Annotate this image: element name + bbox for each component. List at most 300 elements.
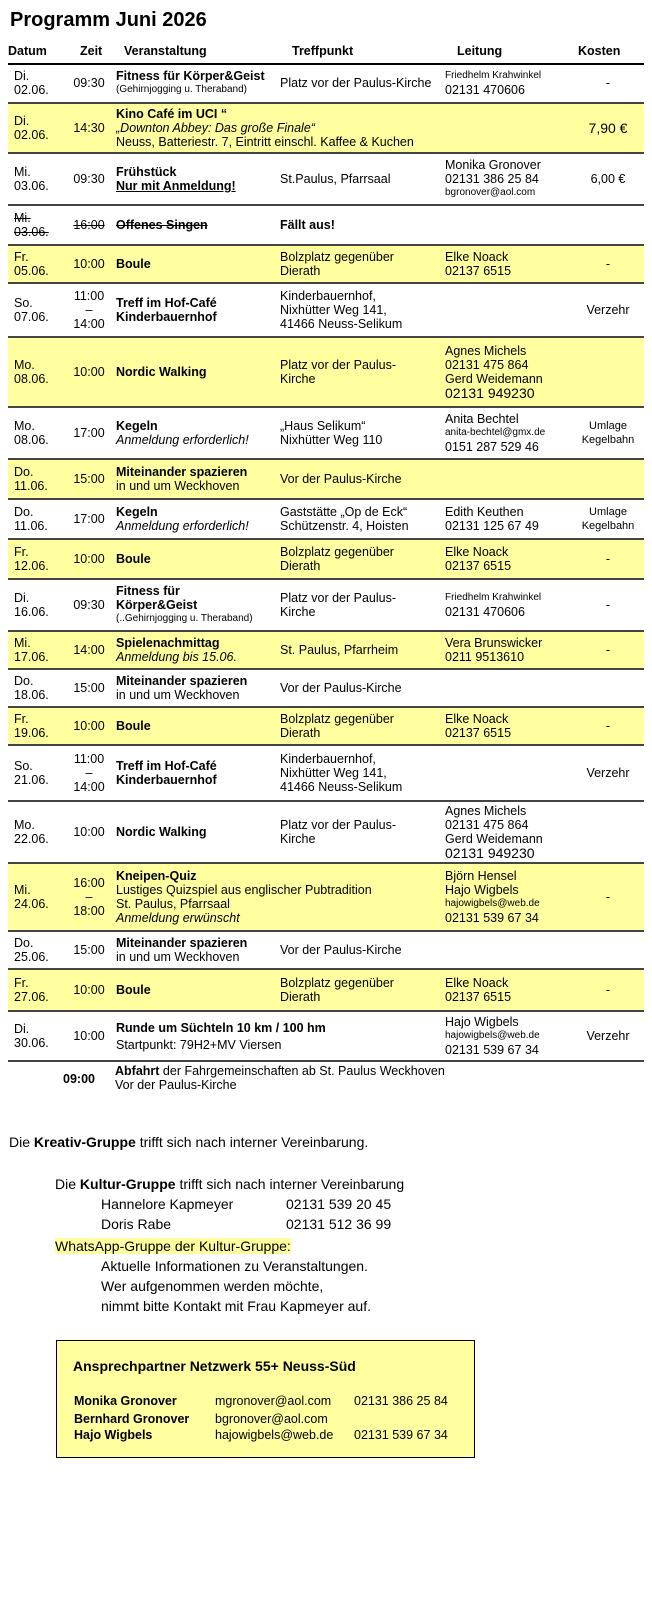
- row-cost: [572, 1012, 644, 1060]
- row-time: [66, 802, 112, 862]
- row-cost: [572, 746, 644, 800]
- row-date-line: 03.06.: [14, 179, 49, 193]
- row-event: [116, 970, 280, 1010]
- abfahrt-line2: Vor der Paulus-Kirche: [115, 1078, 237, 1092]
- row-meeting-point: [280, 284, 442, 336]
- table-row: [8, 408, 644, 460]
- row-date-line: 12.06.: [14, 559, 49, 573]
- header-zeit: Zeit: [80, 44, 103, 58]
- kultur-note: [55, 1174, 404, 1194]
- kultur-contact-name: Hannelore Kapmeyer: [101, 1196, 234, 1212]
- whatsapp-info-line: nimmt bitte Kontakt mit Frau Kapmeyer auf.: [101, 1298, 371, 1314]
- row-leader: [445, 708, 575, 744]
- table-row: [8, 104, 644, 154]
- row-event: [116, 670, 280, 706]
- row-date-line: Mo.: [14, 358, 35, 372]
- row-cost: [572, 580, 644, 630]
- row-time: [66, 1012, 112, 1060]
- abfahrt-label: Abfahrt: [115, 1064, 160, 1078]
- row-meeting-point: [280, 802, 442, 862]
- row-date-line: 18.06.: [14, 688, 49, 702]
- row-meeting-point: [280, 670, 442, 706]
- row-event-line: Körper&Geist: [116, 598, 198, 612]
- row-date: [14, 64, 64, 102]
- row-meeting-point-line: 41466 Neuss-Selikum: [280, 780, 403, 794]
- row-date-line: Mo.: [14, 818, 35, 832]
- row-date: [14, 104, 64, 152]
- row-time: [66, 408, 112, 458]
- contact-box: [56, 1340, 475, 1458]
- row-leader-line: 02131 475 864: [445, 358, 529, 372]
- row-date: [14, 284, 64, 336]
- row-event: [116, 154, 280, 204]
- row-meeting-point-line: Vor der Paulus-Kirche: [280, 472, 402, 486]
- row-cost-value: 6,00 €: [590, 172, 626, 186]
- row-event-line: St. Paulus, Pfarrsaal: [116, 897, 230, 911]
- kultur-contact-2: [101, 1214, 392, 1234]
- row-meeting-point: [280, 580, 442, 630]
- row-cost-value: -: [605, 719, 611, 733]
- row-date: [14, 670, 64, 706]
- row-leader-line: 02131 470606: [445, 83, 525, 97]
- row-time: [66, 500, 112, 538]
- row-leader: [445, 408, 575, 458]
- table-row: [8, 864, 644, 932]
- table-row: [8, 580, 644, 632]
- row-time-line: 10:00: [73, 825, 105, 839]
- row-event: [116, 708, 280, 744]
- row-date-line: Di.: [14, 1022, 30, 1036]
- row-event-line: in und um Weckhoven: [116, 688, 240, 702]
- row-leader-line: 02131 539 67 34: [445, 1043, 539, 1057]
- row-time-line: 14:00: [73, 780, 105, 794]
- row-event-line: Anmeldung erwünscht: [116, 911, 240, 925]
- row-event-line: Kino Café im UCI “: [116, 107, 228, 121]
- row-event-line: Kinderbauernhof: [116, 310, 217, 324]
- table-row: [8, 708, 644, 746]
- row-time: [66, 580, 112, 630]
- kreativ-pre: Die: [9, 1134, 34, 1150]
- row-meeting-point-line: Bolzplatz gegenüber: [280, 250, 394, 264]
- row-time: [66, 246, 112, 282]
- row-time-line: –: [85, 766, 93, 780]
- row-date-line: 08.06.: [14, 372, 49, 386]
- row-date-line: Mo.: [14, 419, 35, 433]
- row-leader-line: 02131 949230: [445, 385, 535, 401]
- kultur-name: Kultur-Gruppe: [79, 1176, 176, 1192]
- row-event-line: Fitness für: [116, 584, 180, 598]
- row-event-line: Treff im Hof-Café: [116, 296, 217, 310]
- row-event-line: Startpunkt: 79H2+MV Viersen: [116, 1037, 282, 1052]
- row-leader-line: Elke Noack: [445, 545, 509, 559]
- row-leader-line: Hajo Wigbels: [445, 883, 519, 897]
- row-event: [116, 932, 280, 968]
- row-cost-value: -: [605, 598, 611, 612]
- row-event-line: Nordic Walking: [116, 825, 207, 839]
- row-meeting-point-line: Kinderbauernhof,: [280, 752, 376, 766]
- row-meeting-point-line: Bolzplatz gegenüber: [280, 712, 394, 726]
- row-date-line: 08.06.: [14, 433, 49, 447]
- row-meeting-point-line: Nixhütter Weg 110: [280, 433, 383, 447]
- row-leader-line: Gerd Weidemann: [445, 372, 543, 386]
- row-cost-value: -: [605, 890, 611, 904]
- row-date: [14, 154, 64, 204]
- row-time: [66, 632, 112, 668]
- table-row: [8, 338, 644, 408]
- row-date: [14, 206, 64, 244]
- row-date-line: Do.: [14, 674, 34, 688]
- row-date-line: 27.06.: [14, 990, 49, 1004]
- row-time: [66, 64, 112, 102]
- row-time: [66, 460, 112, 498]
- row-leader: [445, 338, 575, 406]
- row-meeting-point: [280, 408, 442, 458]
- row-date-line: 03.06.: [14, 225, 49, 239]
- header-veranstaltung: Veranstaltung: [124, 44, 207, 58]
- row-event: [116, 338, 280, 406]
- row-date: [14, 864, 64, 930]
- row-meeting-point: [280, 206, 442, 244]
- row-leader-line: 02137 6515: [445, 559, 512, 573]
- row-leader-line: Vera Brunswicker: [445, 636, 543, 650]
- row-time: [66, 864, 112, 930]
- row-meeting-point: [280, 338, 442, 406]
- contact-box-title: Ansprechpartner Netzwerk 55+ Neuss-Süd: [73, 1358, 356, 1374]
- row-cost: [572, 970, 644, 1010]
- row-leader-line: 02131 470606: [445, 605, 525, 619]
- row-leader-line: 0151 287 529 46: [445, 440, 539, 454]
- row-event-line: „Downton Abbey: Das große Finale“: [116, 121, 315, 135]
- row-event-line: Runde um Süchteln 10 km / 100 hm: [116, 1020, 326, 1035]
- row-event-line: Offenes Singen: [116, 218, 208, 232]
- row-time-line: 10:00: [73, 983, 105, 997]
- table-row: [8, 284, 644, 338]
- row-time-line: 18:00: [73, 904, 105, 918]
- row-leader-line: Friedhelm Krahwinkel: [445, 70, 542, 81]
- row-leader-line: 02131 539 67 34: [445, 911, 539, 925]
- table-row: [8, 460, 644, 500]
- row-event-line: Spielenachmittag: [116, 636, 220, 650]
- row-meeting-point: [280, 246, 442, 282]
- row-event-line: Anmeldung erforderlich!: [116, 519, 249, 533]
- row-date: [14, 1012, 64, 1060]
- row-date: [14, 632, 64, 668]
- row-event: [116, 746, 280, 800]
- row-meeting-point-line: Nixhütter Weg 141,: [280, 766, 387, 780]
- table-row: [8, 64, 644, 104]
- row-date-line: 07.06.: [14, 310, 49, 324]
- row-time-line: 14:00: [73, 643, 105, 657]
- row-event-line: Kegeln: [116, 419, 158, 433]
- row-leader: [445, 540, 575, 578]
- row-time: [66, 670, 112, 706]
- row-meeting-point-line: Fällt aus!: [280, 218, 335, 232]
- row-leader-line: anita-bechtel@gmx.de: [445, 427, 546, 438]
- row-event-line: (Gehirnjogging u. Theraband): [116, 84, 248, 95]
- row-date-line: 19.06.: [14, 726, 49, 740]
- row-meeting-point-line: Dierath: [280, 559, 321, 573]
- row-time-line: 15:00: [73, 943, 105, 957]
- row-event-line: in und um Weckhoven: [116, 950, 240, 964]
- row-date-line: So.: [14, 759, 33, 773]
- row-date-line: 02.06.: [14, 83, 49, 97]
- row-date-line: Fr.: [14, 250, 29, 264]
- row-event-line: Frühstück: [116, 165, 177, 179]
- row-time-line: 10:00: [73, 719, 105, 733]
- table-row: [8, 1012, 644, 1062]
- row-date-line: 30.06.: [14, 1036, 49, 1050]
- row-event: [116, 284, 280, 336]
- row-leader-line: 02137 6515: [445, 726, 512, 740]
- row-leader-line: 02131 475 864: [445, 818, 529, 832]
- row-date-line: Fr.: [14, 712, 29, 726]
- row-time: [66, 708, 112, 744]
- page-title: Programm Juni 2026: [10, 9, 207, 31]
- row-event-line: Nordic Walking: [116, 365, 207, 379]
- row-event-line: Boule: [116, 983, 151, 997]
- row-meeting-point-line: Platz vor der Paulus-: [280, 358, 397, 372]
- row-date-line: Di.: [14, 69, 30, 83]
- row-date: [14, 246, 64, 282]
- row-cost-value: Verzehr: [586, 766, 630, 780]
- row-meeting-point-line: St. Paulus, Pfarrheim: [280, 643, 399, 657]
- row-event: [116, 1012, 446, 1060]
- row-cost-value: Umlage Kegelbahn: [581, 420, 635, 446]
- row-time-line: 17:00: [73, 426, 105, 440]
- row-cost: [572, 540, 644, 578]
- row-date-line: Do.: [14, 465, 34, 479]
- row-event-line: Lustiges Quizspiel aus englischer Pubtradition: [116, 883, 372, 897]
- row-meeting-point: [280, 970, 442, 1010]
- row-cost-value: Verzehr: [586, 1029, 630, 1043]
- row-meeting-point-line: Kirche: [280, 832, 316, 846]
- row-meeting-point-line: Dierath: [280, 264, 321, 278]
- row-cost-value: Umlage Kegelbahn: [581, 506, 635, 532]
- row-time-line: 15:00: [73, 472, 105, 486]
- row-leader: [445, 632, 575, 668]
- row-event: [116, 580, 280, 630]
- row-leader-line: 02137 6515: [445, 264, 512, 278]
- table-row: [8, 540, 644, 580]
- row-leader-line: Hajo Wigbels: [445, 1015, 519, 1029]
- row-meeting-point-line: Nixhütter Weg 141,: [280, 303, 387, 317]
- row-time-line: 16:00: [73, 218, 105, 232]
- row-date-line: 21.06.: [14, 773, 49, 787]
- row-leader: [445, 246, 575, 282]
- table-row: [8, 246, 644, 284]
- row-meeting-point: [280, 154, 442, 204]
- whatsapp-label: WhatsApp-Gruppe der Kultur-Gruppe:: [55, 1238, 291, 1254]
- row-event-line: (..Gehirnjogging u. Theraband): [116, 613, 253, 624]
- row-event: [116, 460, 280, 498]
- row-time: [66, 746, 112, 800]
- row-leader-line: 02131 949230: [445, 845, 535, 861]
- row-cost: [572, 246, 644, 282]
- row-leader-line: Elke Noack: [445, 250, 509, 264]
- row-meeting-point-line: Dierath: [280, 990, 321, 1004]
- row-meeting-point-line: Platz vor der Paulus-: [280, 591, 397, 605]
- row-cost: [572, 64, 644, 102]
- row-date: [14, 802, 64, 862]
- row-date-line: 17.06.: [14, 650, 49, 664]
- row-event-line: Boule: [116, 257, 151, 271]
- row-meeting-point: [280, 932, 442, 968]
- row-event: [116, 246, 280, 282]
- row-event-line: Nur mit Anmeldung!: [116, 179, 236, 193]
- row-leader-line: hajowigbels@web.de: [445, 1030, 540, 1041]
- row-time-line: 11:00: [73, 289, 105, 303]
- contact-name: Hajo Wigbels: [74, 1428, 153, 1442]
- row-time: [66, 338, 112, 406]
- table-row: [8, 154, 644, 206]
- row-date-line: Do.: [14, 936, 34, 950]
- row-time: [66, 154, 112, 204]
- kultur-contact-phone: 02131 512 36 99: [286, 1216, 392, 1232]
- kreativ-name: Kreativ-Gruppe: [33, 1134, 136, 1150]
- row-cost: [572, 632, 644, 668]
- contact-email: bgronover@aol.com: [215, 1412, 328, 1426]
- row-event: [116, 864, 446, 930]
- row-time-line: 10:00: [73, 552, 105, 566]
- kreativ-post: trifft sich nach interner Vereinbarung.: [135, 1134, 369, 1150]
- row-leader-line: Edith Keuthen: [445, 505, 524, 519]
- row-leader: [445, 802, 575, 862]
- row-cost: [572, 708, 644, 744]
- row-cost: [572, 864, 644, 930]
- row-time-line: 09:30: [73, 172, 105, 186]
- row-time-line: 14:30: [73, 121, 105, 135]
- row-meeting-point-line: Gaststätte „Op de Eck“: [280, 505, 408, 519]
- contact-name: Monika Gronover: [74, 1394, 177, 1408]
- row-time-line: 10:00: [73, 257, 105, 271]
- row-leader: [445, 64, 575, 102]
- row-time: [66, 206, 112, 244]
- table-row: [8, 746, 644, 802]
- table-row: [8, 632, 644, 670]
- row-leader-line: 02131 125 67 49: [445, 519, 539, 533]
- kultur-contact-1: [101, 1194, 392, 1214]
- row-event-line: Boule: [116, 552, 151, 566]
- row-time: [66, 540, 112, 578]
- row-date: [14, 460, 64, 498]
- contact-name: Bernhard Gronover: [74, 1412, 190, 1426]
- row-date-line: 05.06.: [14, 264, 49, 278]
- row-leader-line: Friedhelm Krahwinkel: [445, 592, 542, 603]
- row-time-line: 10:00: [73, 1029, 105, 1043]
- row-meeting-point: [280, 64, 442, 102]
- row-time-line: 11:00: [73, 752, 105, 766]
- table-row: [8, 500, 644, 540]
- row-meeting-point-line: Kinderbauernhof,: [280, 289, 376, 303]
- header-treffpunkt: Treffpunkt: [292, 44, 354, 58]
- row-date: [14, 580, 64, 630]
- row-time-line: 17:00: [73, 512, 105, 526]
- abfahrt-text: der Fahrgemeinschaften ab St. Paulus Weckhoven: [159, 1064, 445, 1078]
- row-date: [14, 970, 64, 1010]
- row-meeting-point-line: Schützenstr. 4, Hoisten: [280, 519, 409, 533]
- row-event: [116, 104, 556, 152]
- row-meeting-point-line: Dierath: [280, 726, 321, 740]
- row-date: [14, 932, 64, 968]
- row-cost: [572, 408, 644, 458]
- row-date-line: 22.06.: [14, 832, 49, 846]
- row-leader: [445, 580, 575, 630]
- row-cost-value: 7,90 €: [588, 120, 628, 136]
- row-leader-line: Björn Hensel: [445, 869, 517, 883]
- row-date-line: Mi.: [14, 211, 31, 225]
- row-time-line: 09:30: [73, 76, 105, 90]
- row-event-line: Boule: [116, 719, 151, 733]
- row-leader-line: bgronover@aol.com: [445, 187, 536, 198]
- row-leader-line: Elke Noack: [445, 976, 509, 990]
- kultur-contact-name: Doris Rabe: [101, 1216, 172, 1232]
- row-time-line: –: [85, 890, 93, 904]
- row-event: [116, 632, 280, 668]
- row-event-line: Miteinander spazieren: [116, 465, 248, 479]
- row-cost-value: -: [605, 643, 611, 657]
- contact-email: hajowigbels@web.de: [215, 1428, 334, 1442]
- row-date-line: Fr.: [14, 545, 29, 559]
- row-event: [116, 206, 280, 244]
- row-time-line: 14:00: [73, 317, 105, 331]
- row-leader: [445, 970, 575, 1010]
- row-leader-line: Monika Gronover: [445, 158, 541, 172]
- abfahrt-note: [8, 1061, 644, 1097]
- row-cost-value: -: [605, 983, 611, 997]
- row-date-line: 25.06.: [14, 950, 49, 964]
- row-cost-value: -: [605, 76, 611, 90]
- kultur-post: trifft sich nach interner Vereinbarung: [175, 1176, 405, 1192]
- contact-phone: 02131 539 67 34: [354, 1428, 448, 1442]
- row-leader-line: Gerd Weidemann: [445, 832, 543, 846]
- row-date-line: 11.06.: [14, 479, 48, 493]
- row-date: [14, 338, 64, 406]
- row-leader: [445, 154, 575, 204]
- row-event-line: Kinderbauernhof: [116, 773, 217, 787]
- row-event-line: Neuss, Batteriestr. 7, Eintritt einschl. Kaffee & Kuchen: [116, 135, 414, 149]
- row-event-line: Anmeldung erforderlich!: [116, 433, 249, 447]
- row-meeting-point-line: Vor der Paulus-Kirche: [280, 681, 402, 695]
- row-leader-line: Agnes Michels: [445, 804, 527, 818]
- header-datum: Datum: [8, 44, 47, 58]
- row-meeting-point: [280, 746, 442, 800]
- row-leader-line: 02137 6515: [445, 990, 512, 1004]
- row-leader-line: Anita Bechtel: [445, 412, 519, 426]
- row-date-line: Di.: [14, 114, 30, 128]
- row-event-line: Kegeln: [116, 505, 158, 519]
- row-meeting-point: [280, 500, 442, 538]
- row-event-line: in und um Weckhoven: [116, 479, 240, 493]
- row-date-line: Fr.: [14, 976, 29, 990]
- row-leader: [445, 864, 575, 930]
- table-row: [8, 932, 644, 970]
- row-time-line: 09:30: [73, 598, 105, 612]
- row-meeting-point: [280, 460, 442, 498]
- row-leader: [445, 500, 575, 538]
- row-meeting-point-line: Bolzplatz gegenüber: [280, 976, 394, 990]
- row-leader-line: 02131 386 25 84: [445, 172, 539, 186]
- row-time: [66, 932, 112, 968]
- whatsapp-info-line: Aktuelle Informationen zu Veranstaltungen.: [101, 1258, 368, 1274]
- row-time-line: 10:00: [73, 365, 105, 379]
- row-leader-line: Elke Noack: [445, 712, 509, 726]
- row-date: [14, 408, 64, 458]
- row-event-line: Fitness für Körper&Geist: [116, 69, 265, 83]
- whatsapp-heading: [55, 1236, 291, 1256]
- row-date: [14, 708, 64, 744]
- row-date-line: Mi.: [14, 883, 31, 897]
- row-meeting-point-line: 41466 Neuss-Selikum: [280, 317, 403, 331]
